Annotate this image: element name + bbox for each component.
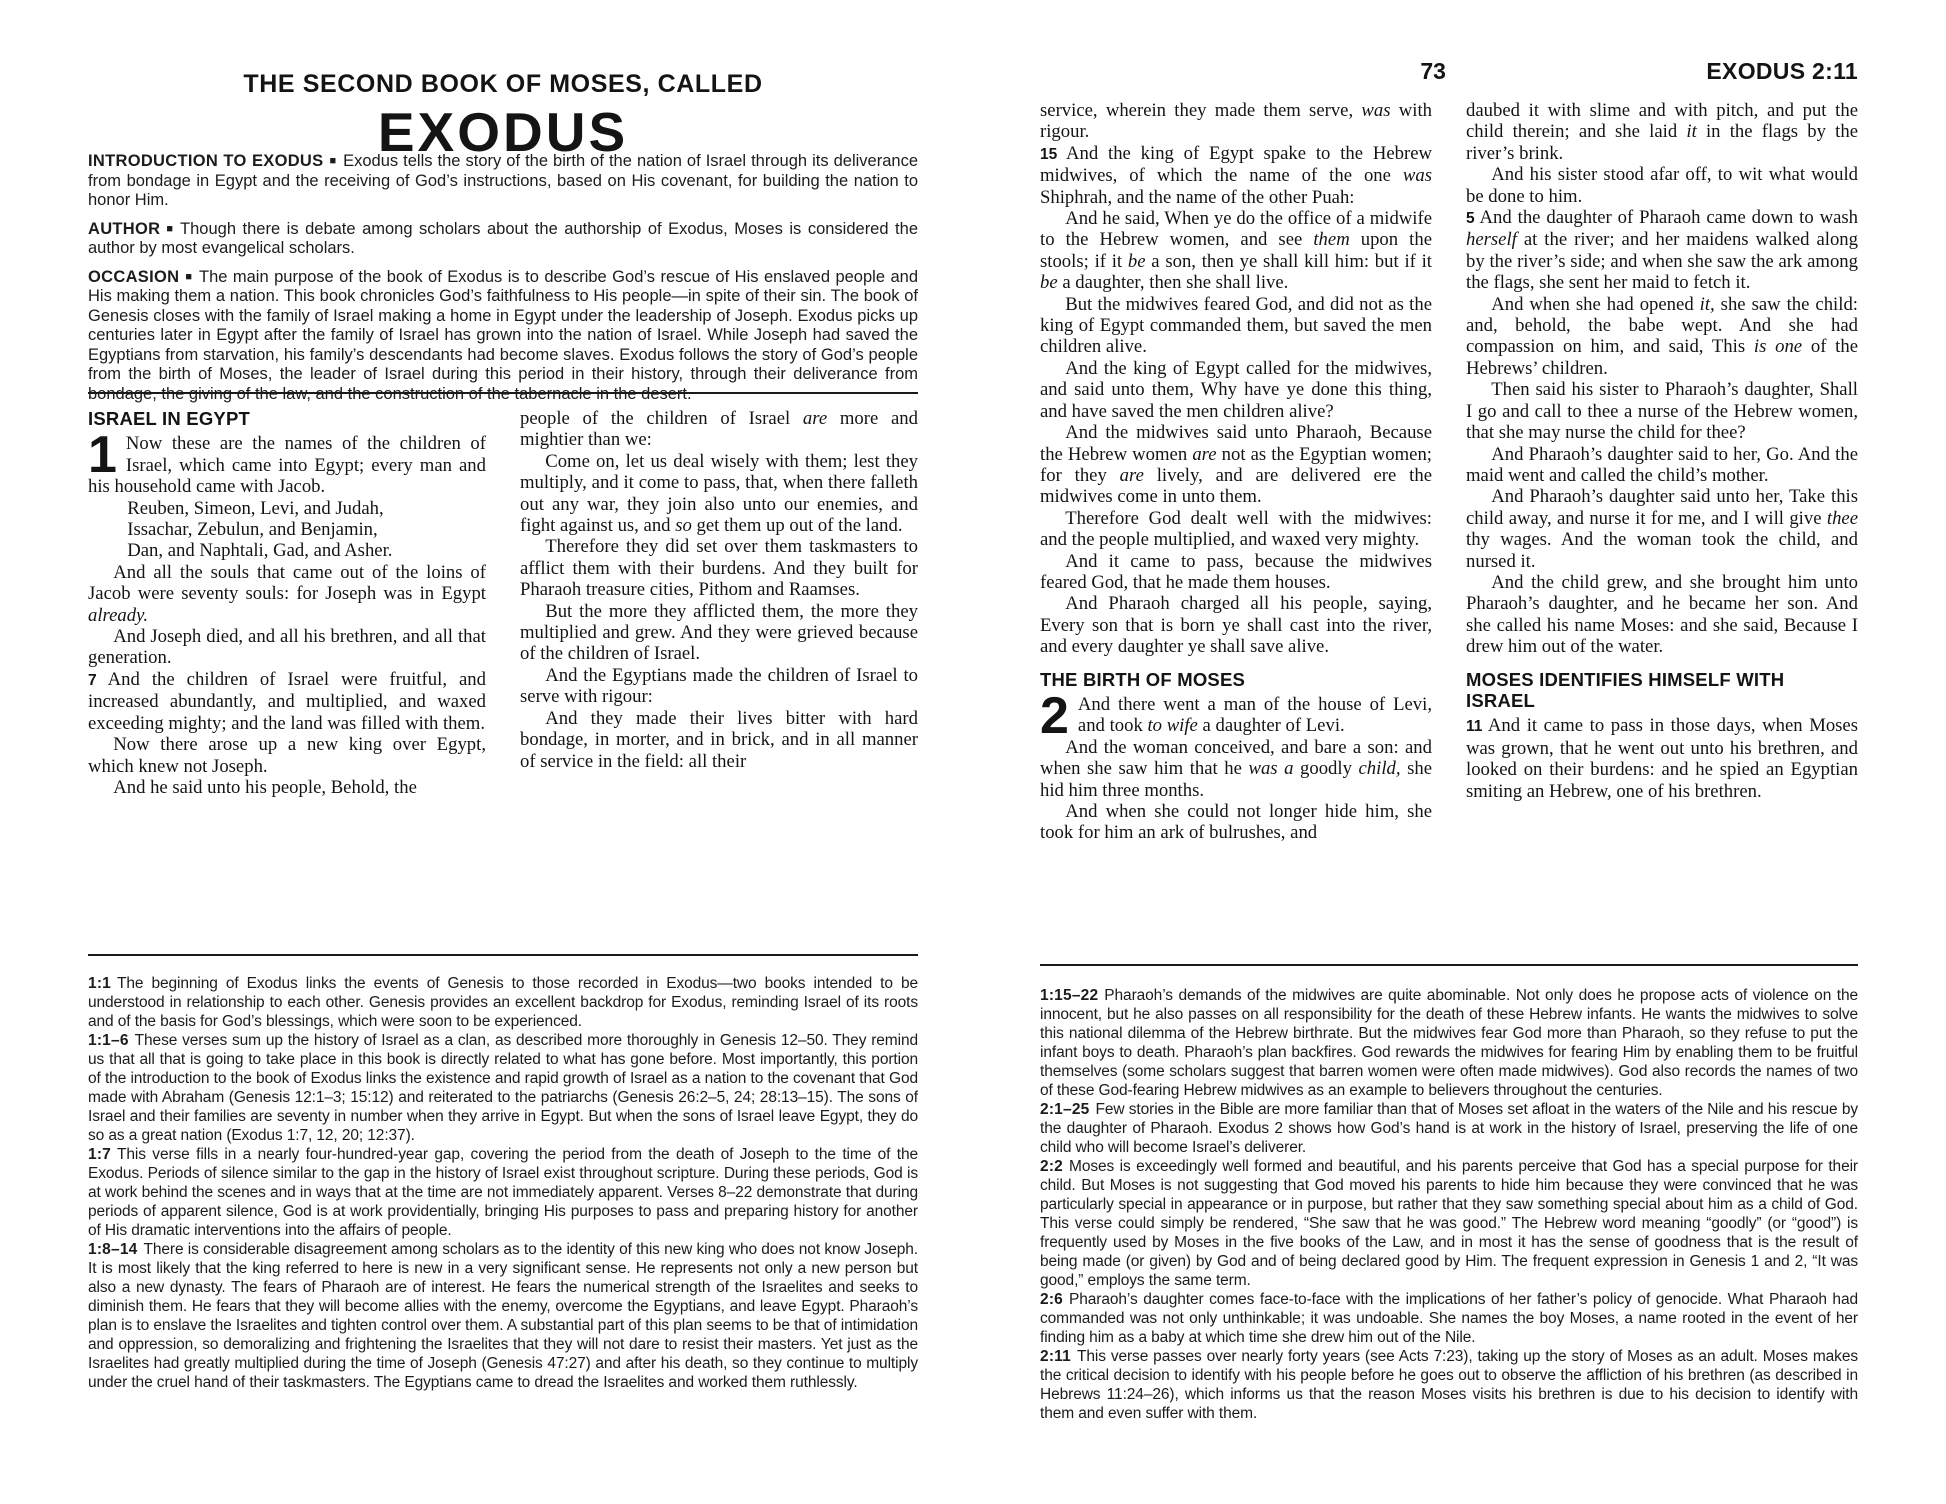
section-heading: MOSES IDENTIFIES HIMSELF WITH ISRAEL xyxy=(1466,668,1785,711)
section-heading: THE BIRTH OF MOSES xyxy=(1040,668,1246,690)
verse-paragraph: And they made their lives bitter with hard bondage, in morter, and in brick, and in all manner of service in the field: all their xyxy=(520,707,918,772)
study-notes xyxy=(1040,986,1858,1423)
study-notes xyxy=(88,974,918,1392)
verse-paragraph: And the king of Egypt called for the midwives, and said unto them, Why have ye done this thing, and have saved the men children alive? xyxy=(1040,357,1432,422)
scripture-column-right xyxy=(1466,100,1858,844)
right-page xyxy=(1040,58,1858,1494)
book-kicker: THE SECOND BOOK OF MOSES, CALLED xyxy=(243,70,763,98)
page-number: 73 xyxy=(1420,58,1446,84)
horizontal-rule xyxy=(88,954,918,956)
verse-paragraph: And the child grew, and she brought him unto Pharaoh’s daughter, and he became her son. And she called his name Moses: and she said, Because I drew him out of the water. xyxy=(1466,571,1858,658)
note-text: Moses is exceedingly well formed and beautiful, and his parents perceive that God has a special purpose for their child. But Moses is not suggesting that God moved his parents to hide him because they were convinced that he was particularly special in appearance or in purpose, but rather that they saw something special about him as a child of God. This verse could simply be rendered, “She saw that he was good.” The Hebrew word meaning “goodly” (or “good”) is frequently used by Moses in the five books of the Law, and in most it has the sense of goodness that is the result of being made (or given) by God and of being declared good by Him. The frequent expression in Genesis 1 and 2, “It was good,” employs the same term. xyxy=(1040,1158,1858,1289)
scripture-columns xyxy=(88,408,918,798)
study-note xyxy=(88,1031,918,1145)
study-note xyxy=(88,974,918,1031)
verse-paragraph: And his sister stood afar off, to wit what would be done to him. xyxy=(1466,164,1858,207)
intro-text: Though there is debate among scholars about the authorship of Exodus, Moses is considered the author by most evangelical scholars. xyxy=(88,219,918,257)
intro-text: The main purpose of the book of Exodus is to describe God’s rescue of His enslaved people and His making them a nation. This book chronicles God’s faithfulness to His people—in spite of their sin. The book of Genesis closes with the family of Israel making a home in Egypt under the leadership of Joseph. Exodus picks up centuries later in Egypt after the family of Israel has grown into the nation of Israel. While Joseph had saved the Egyptians from starvation, his family’s descendants had become slaves. Exodus follows the story of God’s people from the birth of Moses, the leader of Israel during this period in their history, through their deliverance from bondage, the giving of the law, and the construction of the tabernacle in the desert. xyxy=(88,267,918,403)
intro-paragraph xyxy=(88,152,918,211)
verse-paragraph: And there went a man of the house of Levi, and took to wife a daughter of Levi. xyxy=(1077,693,1432,737)
intro-text: Exodus tells the story of the birth of the nation of Israel through its deliverance from bondage in Egypt and the receiving of God’s instructions, based on His covenant, for building the nation to honor Him. xyxy=(88,152,918,209)
verse-paragraph: And the midwives said unto Pharaoh, Because the Hebrew women are not as the Egyptian women; for they are lively, and are delivered ere the midwives come in unto them. xyxy=(1040,422,1432,508)
scripture-column-left xyxy=(88,408,486,798)
note-text: These verses sum up the history of Israel as a clan, as described more thoroughly in Genesis 12–50. They remind us that all that is going to take place in this book is directly related to what has gone before. Most importantly, this portion of the introduction to the book of Exodus links the existence and rapid growth of Israel as a nation to the covenant that God made with Abraham (Genesis 12:1–3; 15:12) and reiterated to the patriarchs (Genesis 26:2–5, 24; 28:13–15). The sons of Israel and their families are seventy in number when they arrive in Egypt. But when the sons of Israel leave Egypt, they do so as a great nation (Exodus 1:7, 12, 20; 12:37). xyxy=(88,1032,918,1144)
left-page xyxy=(88,70,918,1494)
note-reference: 2:11 xyxy=(1040,1348,1071,1365)
verse-paragraph: But the midwives feared God, and did not as the king of Egypt commanded them, but saved the men children alive. xyxy=(1040,293,1432,358)
note-reference: 1:7 xyxy=(88,1146,112,1163)
note-text: This verse passes over nearly forty years (see Acts 7:23), taking up the story of Moses as an adult. Moses makes the critical decision to identify with his people before he goes out to observe the affliction of his brethren (as described in Hebrews 11:24–26), which informs us that the reason Moses visits his brethren is due to his decision to identify with them and even suffer with them. xyxy=(1040,1348,1858,1422)
verse-paragraph: But the more they afflicted them, the more they multiplied and grew. And they were grieved because of the children of Israel. xyxy=(520,600,918,665)
intro-label: INTRODUCTION TO EXODUS xyxy=(88,152,324,170)
section-heading: ISRAEL IN EGYPT xyxy=(88,408,250,429)
verse-paragraph: 11 And it came to pass in those days, when Moses was grown, that he went out unto his brethren, and looked on their burdens: and he spied an Egyptian smiting an Hebrew, one of his brethren. xyxy=(1466,715,1858,802)
verse-paragraph: And he said unto his people, Behold, the xyxy=(113,776,417,798)
verse-paragraph: And Pharaoh’s daughter said to her, Go. And the maid went and called the child’s mother. xyxy=(1466,443,1858,486)
chapter-number-dropcap: 1 xyxy=(88,426,117,485)
note-reference: 1:1–6 xyxy=(88,1032,129,1049)
verse-paragraph: Come on, let us deal wisely with them; lest they multiply, and it come to pass, that, when there falleth out any war, they join also unto our enemies, and fight against us, and so get them up out of the land. xyxy=(520,450,918,537)
verse-line: Dan, and Naphtali, Gad, and Asher. xyxy=(127,540,393,562)
verse-paragraph: And Joseph died, and all his brethren, and all that generation. xyxy=(88,626,486,669)
verse-paragraph: Now these are the names of the children of Israel, which came into Egypt; every man and his household came with Jacob. xyxy=(88,433,486,498)
verse-paragraph: And Pharaoh charged all his people, saying, Every son that is born ye shall cast into the river, and every daughter ye shall save alive. xyxy=(1040,593,1432,658)
horizontal-rule xyxy=(1040,964,1858,966)
note-text: This verse fills in a nearly four-hundred-year gap, covering the period from the death of Joseph to the time of the Exodus. Periods of silence similar to the gap in the history of Israel exist throughout scripture. During these periods, God is at work behind the scenes and in ways that at the time are not immediately apparent. Verses 8–22 demonstrate that during periods of apparent silence, God is at work providentially, bringing His purposes to pass and preparing history for another of His dramatic interventions into the affairs of people. xyxy=(88,1146,918,1239)
square-bullet-icon: ■ xyxy=(329,155,337,167)
note-reference: 1:8–14 xyxy=(88,1241,138,1258)
intro-label: AUTHOR xyxy=(88,219,161,238)
note-reference: 1:15–22 xyxy=(1040,987,1099,1004)
note-text: There is considerable disagreement among scholars as to the identity of this new king who does not know Joseph. It is most likely that the king referred to here is new in a very significant sense. He represents not only a new person but also a new dynasty. The fears of Pharaoh are of interest. He fears the numerical strength of the Israelites and seeks to diminish them. He fears that they will become allies with the enemy, overcome the Egyptians, and leave Egypt. Pharaoh’s plan is to enslave the Israelites and tighten control over them. A substantial part of this plan seems to be that of intimidation and oppression, so demoralizing and frightening the Israelites that they will not dare to resist their masters. Yet just as the Israelites had greatly multiplied during the time of Joseph (Genesis 47:27) and after his death, so they continue to multiply under the cruel hand of their taskmasters. The Egyptians came to dread the Israelites and worked them ruthlessly. xyxy=(88,1241,918,1391)
verse-paragraph: Now there arose up a new king over Egypt, which knew not Joseph. xyxy=(88,734,486,777)
square-bullet-icon: ■ xyxy=(166,222,174,235)
note-reference: 2:1–25 xyxy=(1040,1101,1090,1118)
verse-paragraph: 15 And the king of Egypt spake to the Hebrew midwives, of which the name of the one was Shiphrah, and the name of the other Puah: xyxy=(1040,142,1432,208)
study-note xyxy=(88,1240,918,1392)
verse-paragraph: 5 And the daughter of Pharaoh came down to wash herself at the river; and her maidens walked along by the river’s side; and when she saw the ark among the flags, she sent her maid to fetch it. xyxy=(1466,207,1858,294)
study-note xyxy=(1040,1100,1858,1157)
intro-paragraph xyxy=(88,268,918,405)
scripture-column-left xyxy=(1040,100,1432,844)
intro-label: OCCASION xyxy=(88,267,180,286)
verse-paragraph: And he said, When ye do the office of a midwife to the Hebrew women, and see them upon the stools; if it be a son, then ye shall kill him: but if it be a daughter, then she shall live. xyxy=(1040,208,1432,294)
note-text: Pharaoh’s demands of the midwives are quite abominable. Not only does he propose acts of violence on the innocent, but he also passes on all responsibility for the death of these Hebrew infants. He wants the midwives to solve this national dilemma of the Hebrew birthrate. But the midwives fear God more than Pharaoh, so they refuse to put the infant boys to death. Pharaoh’s plan backfires. God rewards the midwives for fearing Him by enabling them to be fruitful themselves (some scholars suggest that barren women were often made midwives). God also records the names of two of these God-fearing Hebrew midwives as an example to believers throughout the centuries. xyxy=(1040,987,1858,1099)
verse-paragraph: And when she had opened it, she saw the child: and, behold, the babe wept. And she had compassion on him, and said, This is one of the Hebrews’ children. xyxy=(1466,293,1859,379)
study-note xyxy=(1040,1347,1858,1423)
horizontal-rule xyxy=(88,392,918,394)
verse-line: Issachar, Zebulun, and Benjamin, xyxy=(127,519,378,541)
chapter-verse-reference: EXODUS 2:11 xyxy=(1706,58,1858,84)
note-reference: 1:1 xyxy=(88,975,112,992)
verse-paragraph: And when she could not longer hide him, she took for him an ark of bulrushes, and xyxy=(1040,801,1432,844)
verse-paragraph: And all the souls that came out of the loins of Jacob were seventy souls: for Joseph was in Egypt already. xyxy=(88,561,486,626)
scripture-column-right xyxy=(520,408,918,798)
verse-paragraph: 7 And the children of Israel were fruitful, and increased abundantly, and multiplied, and waxed exceeding mighty; and the land was filled with them. xyxy=(88,668,486,734)
note-reference: 2:2 xyxy=(1040,1158,1064,1175)
verse-paragraph: And it came to pass, because the midwives feared God, that he made them houses. xyxy=(1040,550,1432,593)
verse-paragraph: And the woman conceived, and bare a son: and when she saw him that he was a goodly child, she hid him three months. xyxy=(1040,736,1432,801)
study-note xyxy=(1040,1157,1858,1290)
verse-paragraph: Therefore they did set over them taskmasters to afflict them with their burdens. And they built for Pharaoh treasure cities, Pithom and Raamses. xyxy=(520,536,918,601)
book-title: EXODUS xyxy=(377,101,629,163)
verse-paragraph: And the Egyptians made the children of Israel to serve with rigour: xyxy=(520,664,918,708)
chapter-number-dropcap: 2 xyxy=(1040,686,1069,745)
verse-paragraph: people of the children of Israel are more and mightier than we: xyxy=(520,408,918,451)
scripture-columns xyxy=(1040,100,1858,844)
verse-paragraph: And Pharaoh’s daughter said unto her, Take this child away, and nurse it for me, and I will give thee thy wages. And the woman took the child, and nursed it. xyxy=(1466,486,1858,572)
study-note xyxy=(1040,986,1858,1100)
verse-paragraph: Therefore God dealt well with the midwives: and the people multiplied, and waxed very mighty. xyxy=(1040,507,1432,551)
note-text: Pharaoh’s daughter comes face-to-face with the implications of her father’s policy of genocide. What Pharaoh had commanded was not only unthinkable; it was undoable. She names the boy Moses, a name rooted in the event of her finding him as a baby at which time she drew him out of the Nile. xyxy=(1040,1291,1858,1346)
note-text: Few stories in the Bible are more familiar than that of Moses set afloat in the waters of the Nile and his rescue by the daughter of Pharaoh. Exodus 2 shows how God’s hand is at work in the history of Israel, preserving the life of one child who will become Israel’s deliverer. xyxy=(1040,1101,1858,1156)
verse-paragraph: Then said his sister to Pharaoh’s daughter, Shall I go and call to thee a nurse of the Hebrew women, that she may nurse the child for thee? xyxy=(1466,379,1858,444)
verse-line: Reuben, Simeon, Levi, and Judah, xyxy=(127,497,384,519)
note-text: The beginning of Exodus links the events of Genesis to those recorded in Exodus—two books intended to be understood in relationship to each other. Genesis provides an excellent backdrop for Exodus, reminding Israel of its roots and of the basis for God’s blessings, which were soon to be experienced. xyxy=(88,975,918,1030)
verse-paragraph: daubed it with slime and with pitch, and put the child therein; and she laid it in the flags by the river’s brink. xyxy=(1466,100,1858,164)
chapter-opening xyxy=(88,426,486,498)
verse-paragraph: service, wherein they made them serve, was with rigour. xyxy=(1040,100,1432,143)
intro-paragraph xyxy=(88,220,918,259)
square-bullet-icon: ■ xyxy=(185,270,192,283)
note-reference: 2:6 xyxy=(1040,1291,1064,1308)
running-header xyxy=(1040,58,1858,88)
chapter-opening xyxy=(1040,686,1432,745)
book-introduction xyxy=(88,152,918,413)
study-note xyxy=(1040,1290,1858,1347)
study-note xyxy=(88,1145,918,1240)
